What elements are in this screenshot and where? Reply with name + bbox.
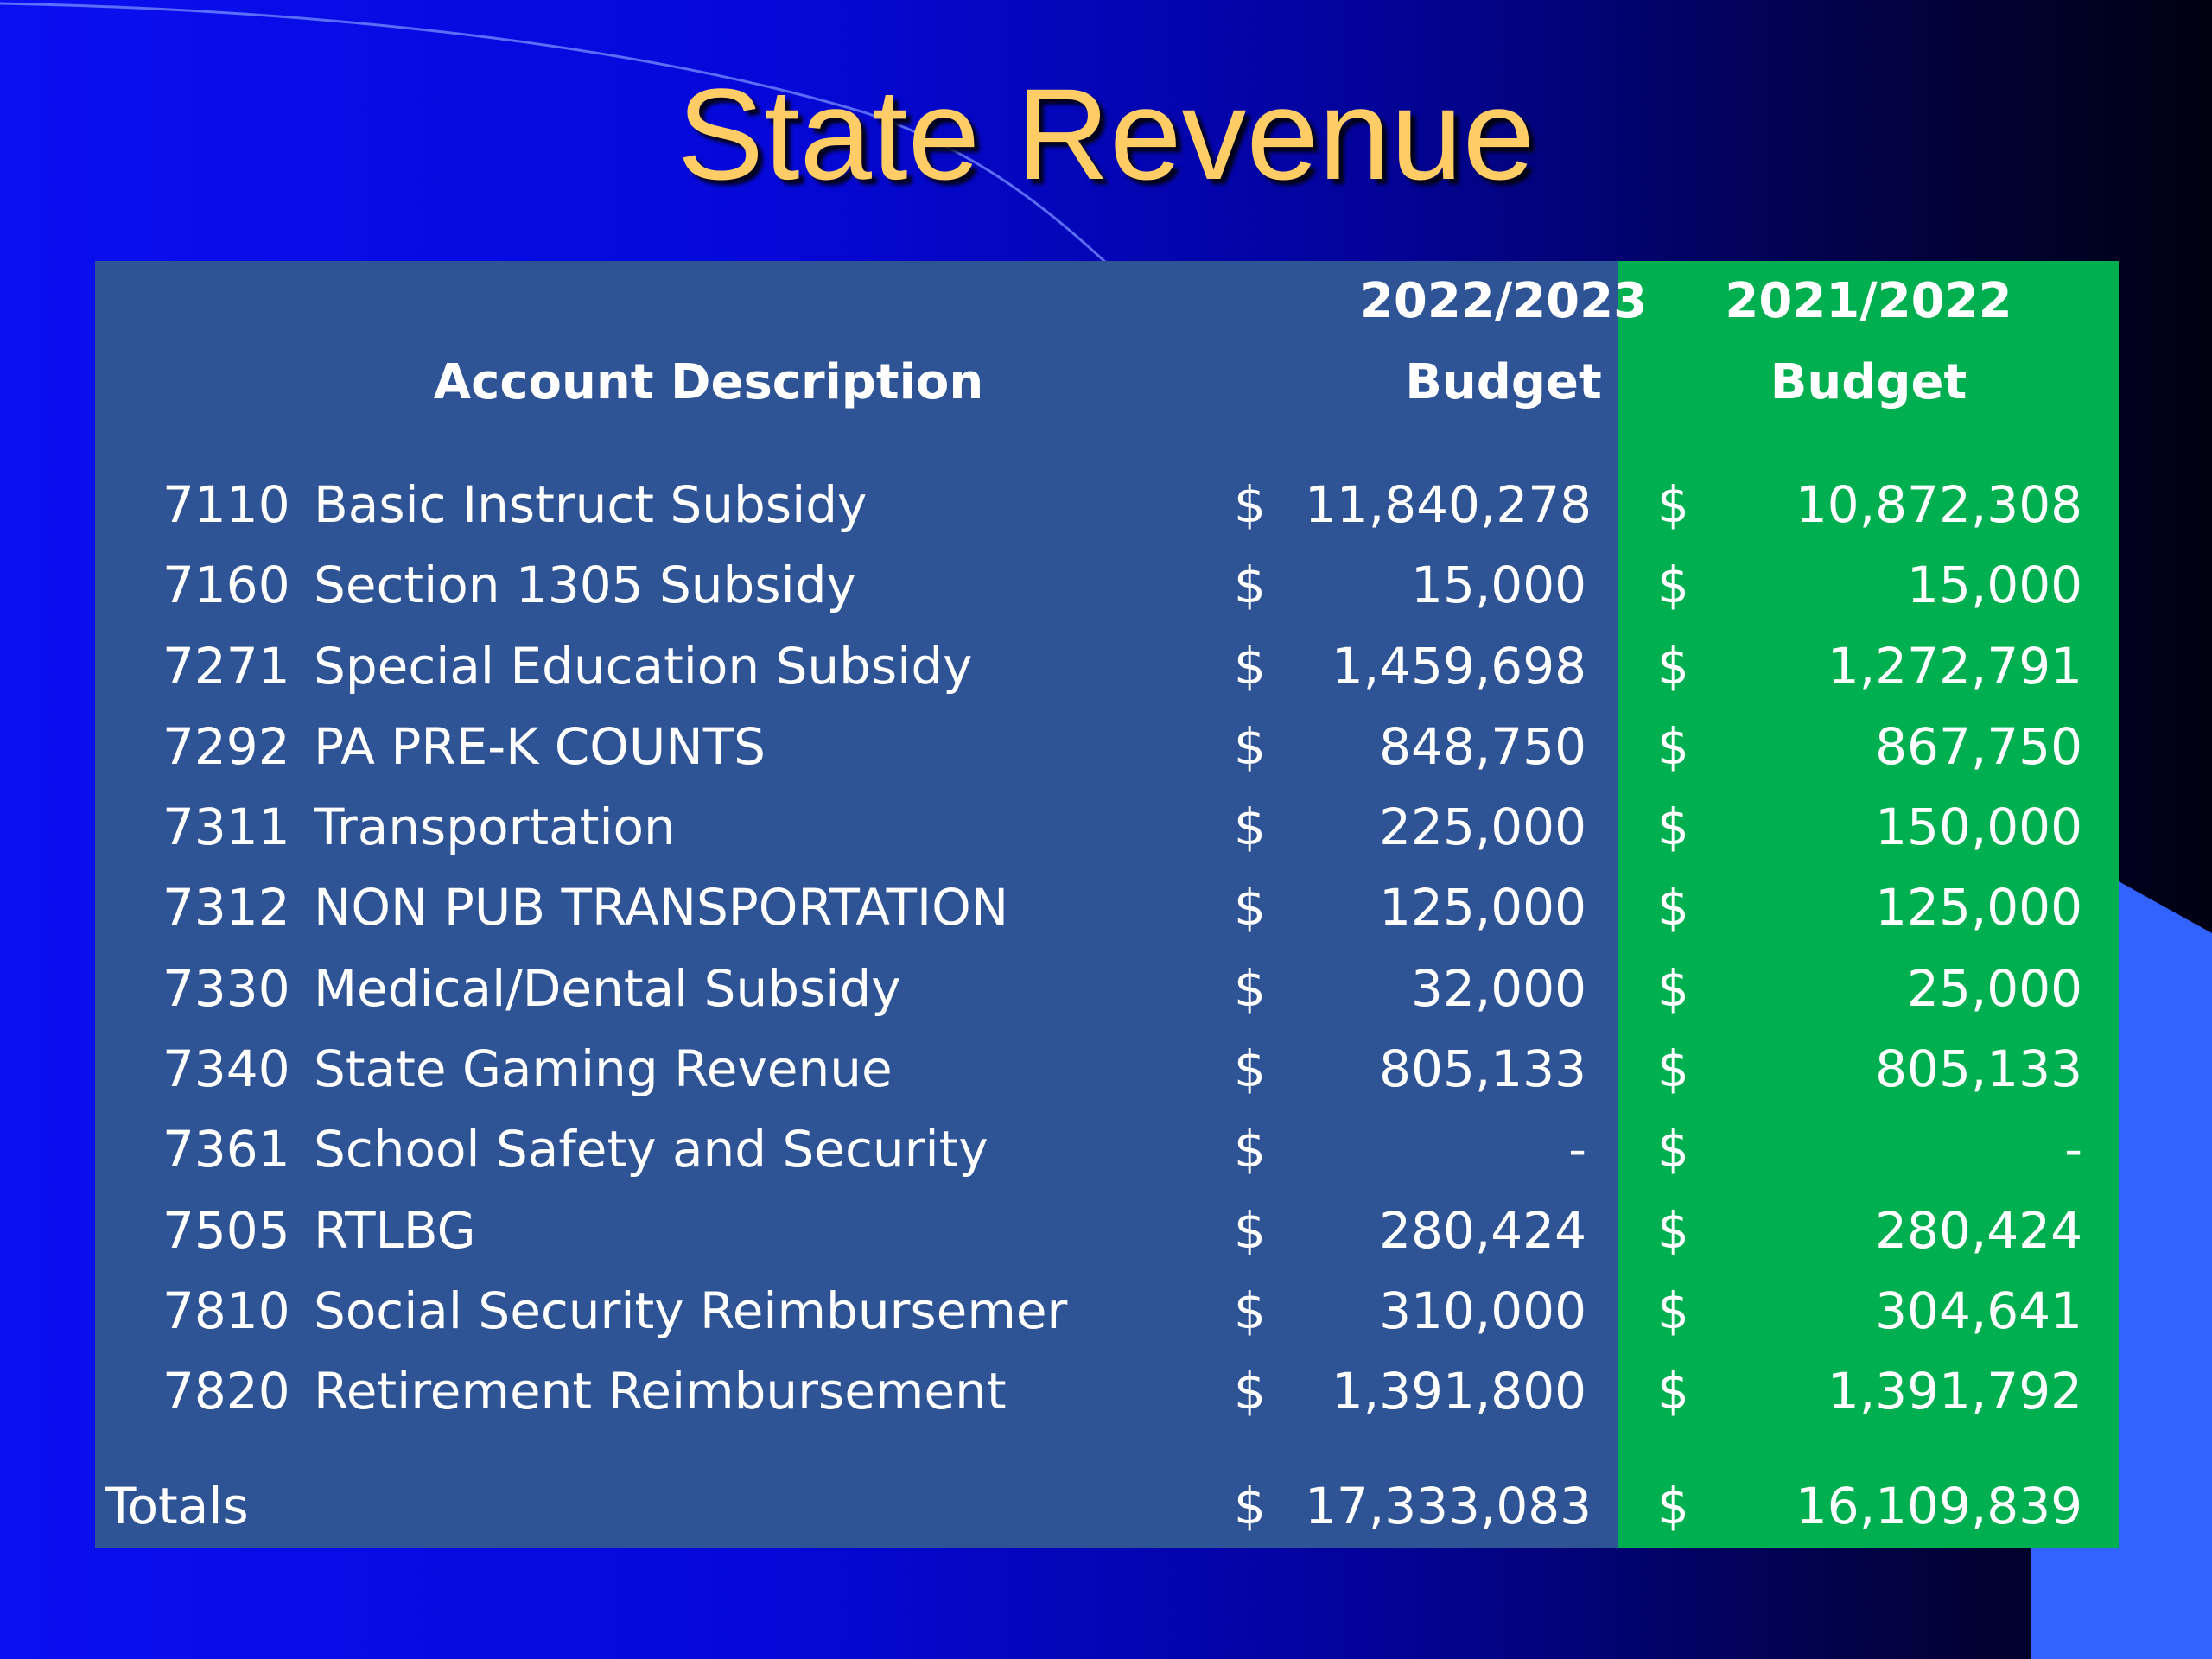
header-current-budget: Budget bbox=[1405, 354, 1602, 410]
currency-symbol-current: $ bbox=[1234, 1281, 1266, 1340]
header-prior-year: 2021/2022 bbox=[1725, 273, 2012, 329]
account-description: Transportation bbox=[314, 798, 676, 857]
current-amount: 1,459,698 bbox=[1331, 636, 1586, 696]
total-prior-amount: 16,109,839 bbox=[1795, 1477, 2082, 1535]
account-description: Basic Instruct Subsidy bbox=[314, 475, 868, 534]
prior-amount: 25,000 bbox=[1907, 958, 2082, 1018]
currency-symbol-current: $ bbox=[1234, 798, 1266, 857]
table-row bbox=[95, 1271, 2119, 1351]
prior-amount: 150,000 bbox=[1875, 798, 2082, 857]
currency-symbol-prior: $ bbox=[1657, 636, 1689, 696]
currency-symbol-prior: $ bbox=[1657, 1477, 1689, 1535]
currency-symbol-current: $ bbox=[1234, 1120, 1266, 1179]
prior-amount: 1,391,792 bbox=[1827, 1362, 2082, 1421]
header-current-year: 2022/2023 bbox=[1359, 273, 1648, 329]
header-prior-budget: Budget bbox=[1770, 354, 1967, 410]
account-description: PA PRE-K COUNTS bbox=[314, 716, 766, 776]
table-row bbox=[95, 1191, 2119, 1271]
current-amount: 32,000 bbox=[1411, 958, 1586, 1018]
account-description: School Safety and Security bbox=[314, 1120, 988, 1179]
prior-amount: 280,424 bbox=[1875, 1200, 2082, 1260]
table-row bbox=[95, 949, 2119, 1029]
table-row bbox=[95, 868, 2119, 948]
currency-symbol-prior: $ bbox=[1657, 958, 1689, 1018]
prior-amount: 125,000 bbox=[1875, 878, 2082, 938]
account-description: Special Education Subsidy bbox=[314, 636, 973, 696]
account-code: 7810 bbox=[162, 1281, 290, 1340]
table-row bbox=[95, 707, 2119, 787]
account-code: 7271 bbox=[162, 636, 290, 696]
currency-symbol-current: $ bbox=[1234, 1039, 1266, 1099]
account-description: Retirement Reimbursement bbox=[314, 1362, 1007, 1421]
current-amount: 848,750 bbox=[1379, 716, 1586, 776]
currency-symbol-current: $ bbox=[1234, 958, 1266, 1018]
account-code: 7160 bbox=[162, 556, 290, 615]
prior-amount: 304,641 bbox=[1875, 1281, 2082, 1340]
prior-amount: 15,000 bbox=[1907, 556, 2082, 615]
currency-symbol-current: $ bbox=[1234, 878, 1266, 938]
total-current-amount: 17,333,083 bbox=[1305, 1477, 1592, 1535]
currency-symbol-prior: $ bbox=[1657, 1281, 1689, 1340]
prior-amount: 867,750 bbox=[1875, 716, 2082, 776]
current-amount: 310,000 bbox=[1379, 1281, 1586, 1340]
current-amount: 1,391,800 bbox=[1331, 1362, 1586, 1421]
current-amount: 225,000 bbox=[1379, 798, 1586, 857]
table-row bbox=[95, 545, 2119, 626]
account-code: 7292 bbox=[162, 716, 290, 776]
currency-symbol-prior: $ bbox=[1657, 878, 1689, 938]
currency-symbol-current: $ bbox=[1234, 1477, 1266, 1535]
currency-symbol-prior: $ bbox=[1657, 556, 1689, 615]
totals-row bbox=[95, 1466, 2119, 1547]
current-amount: 11,840,278 bbox=[1305, 475, 1592, 534]
account-code: 7505 bbox=[162, 1200, 290, 1260]
currency-symbol-current: $ bbox=[1234, 1200, 1266, 1260]
table-row bbox=[95, 1351, 2119, 1432]
account-code: 7361 bbox=[162, 1120, 290, 1179]
current-amount: 125,000 bbox=[1379, 878, 1586, 938]
slide-title: State Revenue bbox=[677, 61, 1535, 207]
current-amount: 805,133 bbox=[1379, 1039, 1586, 1099]
account-code: 7311 bbox=[162, 798, 290, 857]
table-row bbox=[95, 465, 2119, 545]
prior-amount: 1,272,791 bbox=[1827, 636, 2082, 696]
currency-symbol-prior: $ bbox=[1657, 1362, 1689, 1421]
table-body bbox=[95, 465, 2119, 1433]
currency-symbol-current: $ bbox=[1234, 475, 1266, 534]
account-code: 7820 bbox=[162, 1362, 290, 1421]
account-code: 7330 bbox=[162, 958, 290, 1018]
account-description: NON PUB TRANSPORTATION bbox=[314, 878, 1009, 938]
account-description: RTLBG bbox=[314, 1200, 476, 1260]
prior-amount: - bbox=[2064, 1120, 2082, 1179]
account-code: 7340 bbox=[162, 1039, 290, 1099]
current-amount: 15,000 bbox=[1411, 556, 1586, 615]
table-row bbox=[95, 1109, 2119, 1190]
currency-symbol-prior: $ bbox=[1657, 475, 1689, 534]
currency-symbol-current: $ bbox=[1234, 1362, 1266, 1421]
table-row bbox=[95, 1029, 2119, 1109]
currency-symbol-prior: $ bbox=[1657, 1120, 1689, 1179]
account-description: State Gaming Revenue bbox=[314, 1039, 893, 1099]
current-amount: - bbox=[1568, 1120, 1586, 1179]
account-description: Section 1305 Subsidy bbox=[314, 556, 856, 615]
header-account-description: Account Description bbox=[433, 354, 984, 410]
totals-label: Totals bbox=[105, 1477, 249, 1535]
currency-symbol-current: $ bbox=[1234, 556, 1266, 615]
currency-symbol-prior: $ bbox=[1657, 1039, 1689, 1099]
prior-amount: 10,872,308 bbox=[1795, 475, 2082, 534]
current-amount: 280,424 bbox=[1379, 1200, 1586, 1260]
currency-symbol-current: $ bbox=[1234, 636, 1266, 696]
account-description: Medical/Dental Subsidy bbox=[314, 958, 901, 1018]
account-code: 7312 bbox=[162, 878, 290, 938]
currency-symbol-current: $ bbox=[1234, 716, 1266, 776]
currency-symbol-prior: $ bbox=[1657, 1200, 1689, 1260]
account-code: 7110 bbox=[162, 475, 290, 534]
currency-symbol-prior: $ bbox=[1657, 716, 1689, 776]
table-row bbox=[95, 787, 2119, 868]
account-description: Social Security Reimbursemer bbox=[314, 1281, 1068, 1340]
currency-symbol-prior: $ bbox=[1657, 798, 1689, 857]
prior-amount: 805,133 bbox=[1875, 1039, 2082, 1099]
table-row bbox=[95, 626, 2119, 707]
revenue-table bbox=[95, 261, 2119, 1548]
